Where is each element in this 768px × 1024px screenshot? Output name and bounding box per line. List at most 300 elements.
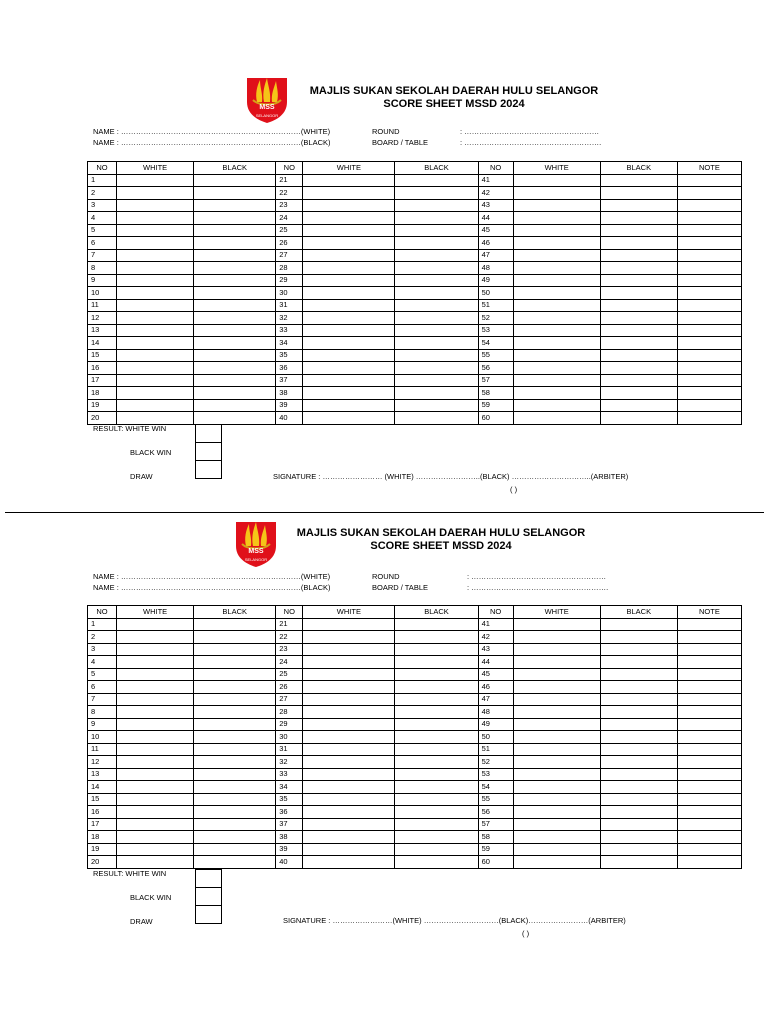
note-cell[interactable] <box>677 237 741 250</box>
black-move-cell[interactable] <box>395 793 478 806</box>
white-move-cell[interactable] <box>117 412 194 425</box>
white-move-cell[interactable] <box>117 693 194 706</box>
black-move-cell[interactable] <box>395 631 478 644</box>
black-move-cell[interactable] <box>194 262 276 275</box>
black-move-cell[interactable] <box>395 312 478 325</box>
white-move-cell[interactable] <box>303 387 395 400</box>
white-move-cell[interactable] <box>513 706 600 719</box>
note-cell[interactable] <box>677 212 741 225</box>
black-move-cell[interactable] <box>194 287 276 300</box>
note-cell[interactable] <box>677 781 741 794</box>
white-move-cell[interactable] <box>303 224 395 237</box>
black-move-cell[interactable] <box>395 324 478 337</box>
white-move-cell[interactable] <box>513 768 600 781</box>
black-move-cell[interactable] <box>395 681 478 694</box>
black-move-cell[interactable] <box>194 731 276 744</box>
note-cell[interactable] <box>677 312 741 325</box>
note-cell[interactable] <box>677 843 741 856</box>
black-move-cell[interactable] <box>194 324 276 337</box>
black-move-cell[interactable] <box>194 224 276 237</box>
black-move-cell[interactable] <box>395 287 478 300</box>
black-move-cell[interactable] <box>600 299 677 312</box>
name-white-field[interactable]: NAME : ………………………………………………………………(WHITE) <box>93 127 331 136</box>
black-move-cell[interactable] <box>600 706 677 719</box>
white-move-cell[interactable] <box>117 349 194 362</box>
black-move-cell[interactable] <box>395 781 478 794</box>
white-move-cell[interactable] <box>303 781 395 794</box>
black-move-cell[interactable] <box>194 718 276 731</box>
note-cell[interactable] <box>677 412 741 425</box>
white-move-cell[interactable] <box>303 806 395 819</box>
black-move-cell[interactable] <box>600 237 677 250</box>
white-move-cell[interactable] <box>303 374 395 387</box>
black-move-cell[interactable] <box>600 793 677 806</box>
white-move-cell[interactable] <box>117 374 194 387</box>
white-move-cell[interactable] <box>117 643 194 656</box>
black-move-cell[interactable] <box>194 274 276 287</box>
white-move-cell[interactable] <box>513 224 600 237</box>
black-move-cell[interactable] <box>194 806 276 819</box>
name-black-field[interactable]: NAME : ………………………………………………………………(BLACK) <box>93 583 331 592</box>
column-header: WHITE <box>117 162 194 175</box>
white-move-cell[interactable] <box>303 831 395 844</box>
black-move-cell[interactable] <box>194 681 276 694</box>
white-move-cell[interactable] <box>303 412 395 425</box>
note-cell[interactable] <box>677 706 741 719</box>
white-move-cell[interactable] <box>513 693 600 706</box>
white-move-cell[interactable] <box>513 856 600 869</box>
black-move-cell[interactable] <box>395 187 478 200</box>
note-cell[interactable] <box>677 224 741 237</box>
white-move-cell[interactable] <box>117 237 194 250</box>
black-move-cell[interactable] <box>600 818 677 831</box>
white-move-cell[interactable] <box>513 287 600 300</box>
black-move-cell[interactable] <box>194 643 276 656</box>
black-move-cell[interactable] <box>600 362 677 375</box>
white-move-cell[interactable] <box>303 706 395 719</box>
black-move-cell[interactable] <box>194 362 276 375</box>
black-move-cell[interactable] <box>600 199 677 212</box>
black-move-cell[interactable] <box>194 756 276 769</box>
white-move-cell[interactable] <box>513 374 600 387</box>
black-move-cell[interactable] <box>194 337 276 350</box>
white-move-cell[interactable] <box>513 299 600 312</box>
white-move-cell[interactable] <box>117 362 194 375</box>
black-move-cell[interactable] <box>600 668 677 681</box>
white-move-cell[interactable] <box>513 212 600 225</box>
black-move-cell[interactable] <box>194 187 276 200</box>
white-move-cell[interactable] <box>117 337 194 350</box>
white-move-cell[interactable] <box>117 781 194 794</box>
black-move-cell[interactable] <box>600 731 677 744</box>
black-move-cell[interactable] <box>395 693 478 706</box>
white-move-cell[interactable] <box>303 756 395 769</box>
note-cell[interactable] <box>677 287 741 300</box>
white-move-cell[interactable] <box>117 743 194 756</box>
white-move-cell[interactable] <box>303 237 395 250</box>
black-move-cell[interactable] <box>600 399 677 412</box>
white-move-cell[interactable] <box>303 631 395 644</box>
black-move-cell[interactable] <box>194 174 276 187</box>
white-move-cell[interactable] <box>303 212 395 225</box>
note-cell[interactable] <box>677 618 741 631</box>
black-move-cell[interactable] <box>395 374 478 387</box>
black-move-cell[interactable] <box>600 349 677 362</box>
white-move-cell[interactable] <box>117 818 194 831</box>
white-move-cell[interactable] <box>513 262 600 275</box>
white-move-cell[interactable] <box>303 262 395 275</box>
white-move-cell[interactable] <box>117 199 194 212</box>
note-cell[interactable] <box>677 337 741 350</box>
note-cell[interactable] <box>677 374 741 387</box>
white-move-cell[interactable] <box>117 187 194 200</box>
white-move-cell[interactable] <box>303 199 395 212</box>
white-move-cell[interactable] <box>513 718 600 731</box>
black-move-cell[interactable] <box>395 831 478 844</box>
black-move-cell[interactable] <box>395 224 478 237</box>
white-move-cell[interactable] <box>303 768 395 781</box>
black-move-cell[interactable] <box>395 806 478 819</box>
name-black-field[interactable]: NAME : ………………………………………………………………(BLACK) <box>93 138 331 147</box>
white-move-cell[interactable] <box>117 843 194 856</box>
white-move-cell[interactable] <box>513 249 600 262</box>
note-cell[interactable] <box>677 731 741 744</box>
black-move-cell[interactable] <box>600 843 677 856</box>
note-cell[interactable] <box>677 768 741 781</box>
note-cell[interactable] <box>677 643 741 656</box>
black-move-cell[interactable] <box>194 831 276 844</box>
note-cell[interactable] <box>677 199 741 212</box>
white-move-cell[interactable] <box>513 274 600 287</box>
round-field[interactable]: : ……………………………………………… <box>467 572 607 581</box>
white-move-cell[interactable] <box>117 174 194 187</box>
white-move-cell[interactable] <box>513 831 600 844</box>
white-move-cell[interactable] <box>513 731 600 744</box>
note-cell[interactable] <box>677 274 741 287</box>
black-move-cell[interactable] <box>600 312 677 325</box>
note-cell[interactable] <box>677 856 741 869</box>
white-move-cell[interactable] <box>513 656 600 669</box>
black-move-cell[interactable] <box>600 387 677 400</box>
note-cell[interactable] <box>677 299 741 312</box>
white-move-cell[interactable] <box>303 312 395 325</box>
black-move-cell[interactable] <box>600 374 677 387</box>
white-move-cell[interactable] <box>303 287 395 300</box>
white-move-cell[interactable] <box>513 399 600 412</box>
note-cell[interactable] <box>677 718 741 731</box>
white-move-cell[interactable] <box>117 399 194 412</box>
black-move-cell[interactable] <box>600 274 677 287</box>
white-move-cell[interactable] <box>117 312 194 325</box>
white-move-cell[interactable] <box>513 793 600 806</box>
note-cell[interactable] <box>677 656 741 669</box>
black-move-cell[interactable] <box>395 856 478 869</box>
note-cell[interactable] <box>677 324 741 337</box>
white-move-cell[interactable] <box>513 187 600 200</box>
white-move-cell[interactable] <box>303 818 395 831</box>
white-move-cell[interactable] <box>303 349 395 362</box>
white-move-cell[interactable] <box>513 681 600 694</box>
white-move-cell[interactable] <box>303 843 395 856</box>
black-move-cell[interactable] <box>600 212 677 225</box>
board-field[interactable]: : ………………………………………………. <box>467 583 609 592</box>
black-move-cell[interactable] <box>194 793 276 806</box>
white-move-cell[interactable] <box>513 199 600 212</box>
white-move-cell[interactable] <box>117 718 194 731</box>
black-move-cell[interactable] <box>395 668 478 681</box>
white-move-cell[interactable] <box>513 843 600 856</box>
black-move-cell[interactable] <box>395 349 478 362</box>
black-move-cell[interactable] <box>600 743 677 756</box>
black-move-cell[interactable] <box>194 387 276 400</box>
black-move-cell[interactable] <box>194 856 276 869</box>
black-move-cell[interactable] <box>600 412 677 425</box>
note-cell[interactable] <box>677 818 741 831</box>
white-move-cell[interactable] <box>303 299 395 312</box>
white-move-cell[interactable] <box>117 656 194 669</box>
white-move-cell[interactable] <box>303 362 395 375</box>
white-move-cell[interactable] <box>513 668 600 681</box>
white-move-cell[interactable] <box>303 731 395 744</box>
white-move-cell[interactable] <box>117 249 194 262</box>
black-move-cell[interactable] <box>395 262 478 275</box>
black-move-cell[interactable] <box>194 693 276 706</box>
white-move-cell[interactable] <box>303 174 395 187</box>
black-move-cell[interactable] <box>395 174 478 187</box>
note-cell[interactable] <box>677 249 741 262</box>
white-move-cell[interactable] <box>303 324 395 337</box>
black-move-cell[interactable] <box>194 412 276 425</box>
white-move-cell[interactable] <box>513 237 600 250</box>
white-move-cell[interactable] <box>513 349 600 362</box>
black-move-cell[interactable] <box>194 349 276 362</box>
white-move-cell[interactable] <box>117 756 194 769</box>
black-move-cell[interactable] <box>395 387 478 400</box>
white-win-box[interactable] <box>195 869 222 888</box>
black-move-cell[interactable] <box>395 818 478 831</box>
white-move-cell[interactable] <box>117 631 194 644</box>
white-move-cell[interactable] <box>303 743 395 756</box>
white-move-cell[interactable] <box>303 681 395 694</box>
note-cell[interactable] <box>677 399 741 412</box>
sheet-header <box>280 527 602 553</box>
white-move-cell[interactable] <box>117 324 194 337</box>
white-move-cell[interactable] <box>117 618 194 631</box>
black-move-cell[interactable] <box>395 274 478 287</box>
name-white-field[interactable]: NAME : ………………………………………………………………(WHITE) <box>93 572 331 581</box>
black-move-cell[interactable] <box>395 237 478 250</box>
white-move-cell[interactable] <box>117 262 194 275</box>
white-move-cell[interactable] <box>303 187 395 200</box>
note-cell[interactable] <box>677 174 741 187</box>
black-move-cell[interactable] <box>600 187 677 200</box>
black-move-cell[interactable] <box>600 262 677 275</box>
black-move-cell[interactable] <box>600 631 677 644</box>
table-row <box>88 681 742 694</box>
black-move-cell[interactable] <box>395 212 478 225</box>
white-move-cell[interactable] <box>303 793 395 806</box>
white-move-cell[interactable] <box>303 643 395 656</box>
note-cell[interactable] <box>677 387 741 400</box>
black-move-cell[interactable] <box>194 618 276 631</box>
black-move-cell[interactable] <box>395 731 478 744</box>
black-move-cell[interactable] <box>600 643 677 656</box>
note-cell[interactable] <box>677 349 741 362</box>
black-move-cell[interactable] <box>194 374 276 387</box>
black-move-cell[interactable] <box>395 743 478 756</box>
white-move-cell[interactable] <box>303 337 395 350</box>
white-move-cell[interactable] <box>303 618 395 631</box>
black-move-cell[interactable] <box>395 643 478 656</box>
white-move-cell[interactable] <box>117 668 194 681</box>
signature-line[interactable]: SIGNATURE : …………………… (WHITE) ……………………..(BLACK) …………………………..(ARBITER) <box>273 472 629 481</box>
white-move-cell[interactable] <box>117 212 194 225</box>
white-move-cell[interactable] <box>513 174 600 187</box>
note-cell[interactable] <box>677 793 741 806</box>
white-move-cell[interactable] <box>303 399 395 412</box>
black-move-cell[interactable] <box>600 781 677 794</box>
black-move-cell[interactable] <box>395 399 478 412</box>
board-field[interactable]: : ………………………………………………. <box>460 138 602 147</box>
white-move-cell[interactable] <box>117 793 194 806</box>
white-move-cell[interactable] <box>513 337 600 350</box>
white-move-cell[interactable] <box>513 756 600 769</box>
white-move-cell[interactable] <box>117 299 194 312</box>
black-move-cell[interactable] <box>600 693 677 706</box>
note-cell[interactable] <box>677 362 741 375</box>
white-move-cell[interactable] <box>117 856 194 869</box>
white-move-cell[interactable] <box>303 856 395 869</box>
black-move-cell[interactable] <box>395 768 478 781</box>
black-move-cell[interactable] <box>395 337 478 350</box>
black-move-cell[interactable] <box>194 656 276 669</box>
note-cell[interactable] <box>677 806 741 819</box>
black-win-box[interactable] <box>195 887 222 906</box>
black-move-cell[interactable] <box>395 656 478 669</box>
black-move-cell[interactable] <box>194 631 276 644</box>
black-move-cell[interactable] <box>600 768 677 781</box>
white-move-cell[interactable] <box>117 731 194 744</box>
white-move-cell[interactable] <box>303 274 395 287</box>
white-move-cell[interactable] <box>513 781 600 794</box>
black-move-cell[interactable] <box>600 656 677 669</box>
black-move-cell[interactable] <box>395 199 478 212</box>
white-move-cell[interactable] <box>513 324 600 337</box>
white-move-cell[interactable] <box>513 412 600 425</box>
white-move-cell[interactable] <box>303 249 395 262</box>
black-move-cell[interactable] <box>395 718 478 731</box>
black-move-cell[interactable] <box>600 287 677 300</box>
white-move-cell[interactable] <box>117 706 194 719</box>
draw-box[interactable] <box>195 905 222 924</box>
round-field[interactable]: : ……………………………………………… <box>460 127 600 136</box>
black-move-cell[interactable] <box>600 756 677 769</box>
white-move-cell[interactable] <box>513 362 600 375</box>
black-move-cell[interactable] <box>395 299 478 312</box>
white-move-cell[interactable] <box>513 806 600 819</box>
white-move-cell[interactable] <box>303 718 395 731</box>
black-move-cell[interactable] <box>395 843 478 856</box>
black-move-cell[interactable] <box>600 718 677 731</box>
column-header: WHITE <box>513 162 600 175</box>
white-win-box[interactable] <box>195 424 222 443</box>
board-label: BOARD / TABLE <box>372 583 428 592</box>
note-cell[interactable] <box>677 631 741 644</box>
black-move-cell[interactable] <box>194 781 276 794</box>
note-cell[interactable] <box>677 681 741 694</box>
table-row <box>88 668 742 681</box>
white-move-cell[interactable] <box>117 224 194 237</box>
black-move-cell[interactable] <box>194 299 276 312</box>
black-move-cell[interactable] <box>600 618 677 631</box>
black-move-cell[interactable] <box>194 843 276 856</box>
white-move-cell[interactable] <box>513 818 600 831</box>
note-cell[interactable] <box>677 262 741 275</box>
white-move-cell[interactable] <box>513 643 600 656</box>
black-move-cell[interactable] <box>600 806 677 819</box>
black-move-cell[interactable] <box>395 756 478 769</box>
note-cell[interactable] <box>677 743 741 756</box>
black-move-cell[interactable] <box>600 249 677 262</box>
white-move-cell[interactable] <box>303 668 395 681</box>
white-move-cell[interactable] <box>117 287 194 300</box>
black-move-cell[interactable] <box>194 212 276 225</box>
black-move-cell[interactable] <box>600 856 677 869</box>
black-move-cell[interactable] <box>395 362 478 375</box>
black-move-cell[interactable] <box>395 412 478 425</box>
black-move-cell[interactable] <box>194 706 276 719</box>
white-move-cell[interactable] <box>117 806 194 819</box>
white-move-cell[interactable] <box>117 274 194 287</box>
black-move-cell[interactable] <box>395 706 478 719</box>
white-move-cell[interactable] <box>303 656 395 669</box>
black-move-cell[interactable] <box>194 768 276 781</box>
white-move-cell[interactable] <box>513 387 600 400</box>
white-move-cell[interactable] <box>117 768 194 781</box>
black-move-cell[interactable] <box>194 743 276 756</box>
white-move-cell[interactable] <box>117 387 194 400</box>
note-cell[interactable] <box>677 831 741 844</box>
black-move-cell[interactable] <box>600 324 677 337</box>
black-move-cell[interactable] <box>600 681 677 694</box>
black-move-cell[interactable] <box>600 831 677 844</box>
black-move-cell[interactable] <box>194 199 276 212</box>
black-move-cell[interactable] <box>395 618 478 631</box>
note-cell[interactable] <box>677 756 741 769</box>
note-cell[interactable] <box>677 668 741 681</box>
note-cell[interactable] <box>677 693 741 706</box>
black-move-cell[interactable] <box>194 668 276 681</box>
black-move-cell[interactable] <box>194 237 276 250</box>
white-move-cell[interactable] <box>117 681 194 694</box>
white-move-cell[interactable] <box>303 693 395 706</box>
black-move-cell[interactable] <box>395 249 478 262</box>
black-move-cell[interactable] <box>600 337 677 350</box>
black-move-cell[interactable] <box>194 249 276 262</box>
white-move-cell[interactable] <box>513 618 600 631</box>
black-move-cell[interactable] <box>194 312 276 325</box>
black-move-cell[interactable] <box>194 399 276 412</box>
white-move-cell[interactable] <box>513 743 600 756</box>
white-move-cell[interactable] <box>513 312 600 325</box>
signature-line[interactable]: SIGNATURE : ……………………(WHITE) …………………………(BLACK)……………………(ARBITER) <box>283 916 626 925</box>
white-move-cell[interactable] <box>513 631 600 644</box>
white-move-cell[interactable] <box>117 831 194 844</box>
note-cell[interactable] <box>677 187 741 200</box>
black-move-cell[interactable] <box>600 224 677 237</box>
black-move-cell[interactable] <box>194 818 276 831</box>
black-move-cell[interactable] <box>600 174 677 187</box>
